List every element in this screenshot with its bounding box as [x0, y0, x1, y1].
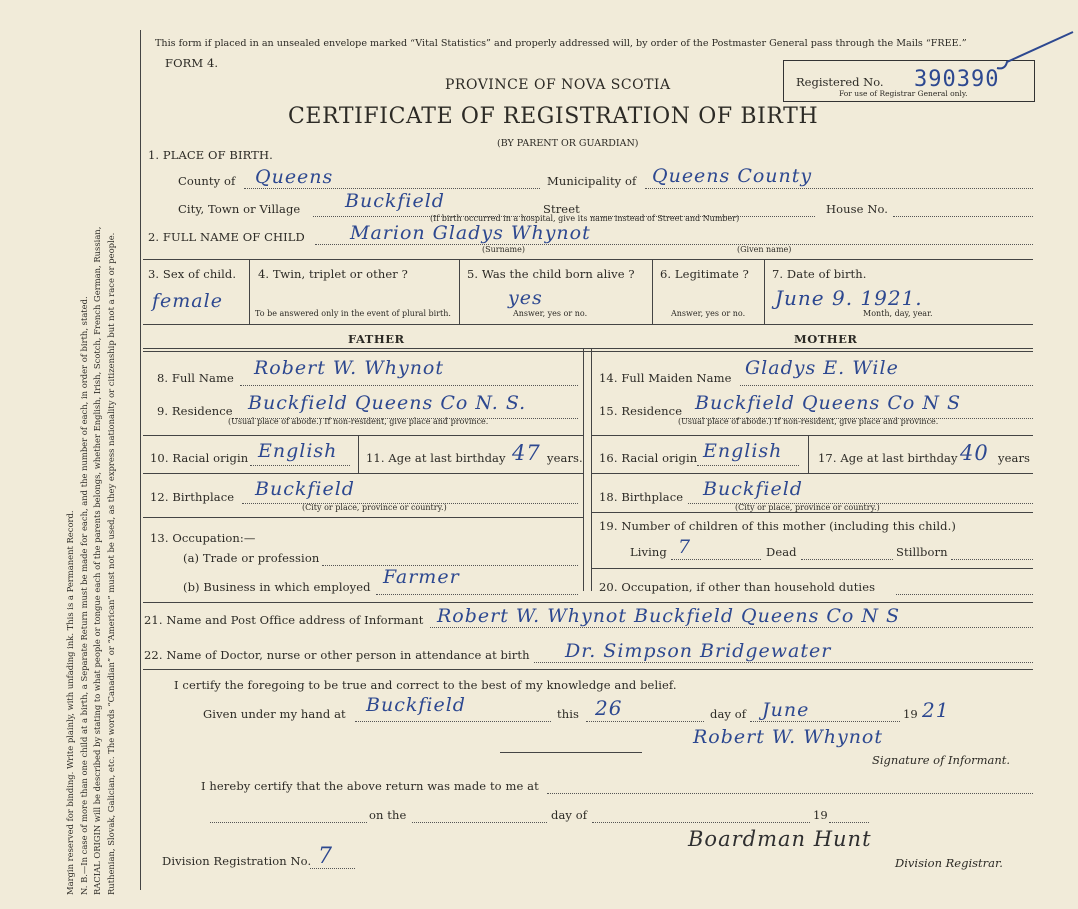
- rule: [249, 259, 250, 324]
- house-label: House No.: [826, 202, 889, 216]
- mother-age-value: 40: [960, 441, 989, 465]
- father-occupation-label: 13. Occupation:—: [150, 531, 256, 545]
- mother-birthplace-label: 18. Birthplace: [599, 490, 684, 504]
- margin-rule: [140, 30, 141, 890]
- given-name-note: (Given name): [737, 245, 792, 254]
- mother-name-label: 14. Full Maiden Name: [599, 371, 732, 385]
- day-line: [586, 721, 704, 722]
- rule: [143, 259, 1033, 260]
- given-place-value: Buckfield: [366, 694, 466, 716]
- registrar-caption: Division Registrar.: [895, 856, 1003, 870]
- signature-caption: Signature of Informant.: [872, 753, 1011, 767]
- mother-birthplace-note: (City or place, province or country.): [735, 503, 880, 512]
- twin-note: To be answered only in the event of plural birth.: [255, 309, 451, 318]
- mother-racial-value: English: [703, 440, 783, 462]
- rule: [143, 669, 1033, 670]
- rule: [808, 435, 809, 473]
- dead-line: [801, 559, 893, 560]
- father-years-label: years.: [547, 451, 583, 465]
- mother-residence-note: (Usual place of abode.) If non-resident, give place and province.: [678, 417, 939, 426]
- mother-occupation-line: [896, 594, 1033, 595]
- rule: [143, 324, 1033, 325]
- doctor-line: [534, 662, 1033, 663]
- county-value: Queens: [255, 166, 334, 188]
- registered-number: 390390: [914, 67, 1000, 92]
- father-birthplace-note: (City or place, province or country.): [302, 503, 447, 512]
- rule: [143, 602, 1033, 603]
- municipality-label: Municipality of: [547, 174, 637, 188]
- father-name-label: 8. Full Name: [157, 371, 234, 385]
- surname-note: (Surname): [482, 245, 525, 254]
- legitimate-label: 6. Legitimate ?: [660, 267, 749, 281]
- born-alive-label: 5. Was the child born alive ?: [467, 267, 635, 281]
- rule: [591, 568, 1033, 569]
- registrar-day-line: [412, 822, 547, 823]
- father-residence-value: Buckfield Queens Co N. S.: [248, 392, 527, 414]
- mother-residence-label: 15. Residence: [599, 404, 683, 418]
- rule: [583, 348, 584, 591]
- rule: [143, 435, 583, 436]
- registrar-place-line: [547, 793, 1033, 794]
- street-label: Street: [543, 202, 580, 216]
- rule: [591, 512, 1033, 513]
- father-name-value: Robert W. Whynot: [254, 357, 445, 379]
- legitimate-note: Answer, yes or no.: [671, 309, 746, 318]
- margin-note: Margin reserved for binding. Write plainly, with unfading ink. This is a Permanent Record.: [65, 510, 75, 895]
- informant-signature: Robert W. Whynot: [693, 726, 884, 748]
- margin-notes: [64, 227, 118, 895]
- check-mark-icon: [995, 28, 1075, 78]
- place-of-birth-label: 1. PLACE OF BIRTH.: [148, 148, 273, 162]
- mother-residence-value: Buckfield Queens Co N S: [695, 392, 962, 414]
- given-place-line: [355, 721, 551, 722]
- children-count-label: 19. Number of children of this mother (including this child.): [599, 519, 956, 533]
- father-age-value: 47: [512, 441, 541, 465]
- certify-statement: I certify the foregoing to be true and correct to the best of my knowledge and belief.: [174, 678, 677, 692]
- subtitle: (BY PARENT OR GUARDIAN): [497, 138, 639, 149]
- given-under-hand-label: Given under my hand at: [203, 707, 346, 721]
- registrar-note: For use of Registrar General only.: [839, 89, 968, 98]
- date-of-birth-note: Month, day, year.: [863, 309, 933, 318]
- mail-note: This form if placed in an unsealed envelope marked “Vital Statistics” and properly addressed will, by order of the Postmaster General pass through the Mails “FREE.”: [155, 38, 967, 49]
- stillborn-label: Stillborn: [896, 545, 948, 559]
- father-heading: FATHER: [348, 332, 405, 346]
- rule: [652, 259, 653, 324]
- born-alive-value: yes: [508, 287, 543, 309]
- registrar-month-line: [592, 822, 810, 823]
- registered-label: Registered No.: [796, 75, 884, 89]
- registrar-signature: Boardman Hunt: [688, 827, 872, 851]
- father-residence-label: 9. Residence: [157, 404, 233, 418]
- house-line: [893, 216, 1033, 217]
- margin-note: Ruthenian, Slovak, Galician, etc. The words “Canadian” or “American” must not be used, as they express nationality or citizenship but not a race or people.: [105, 232, 116, 895]
- date-of-birth-value: June 9. 1921.: [775, 286, 923, 310]
- informant-line: [430, 627, 1033, 628]
- page-title: CERTIFICATE OF REGISTRATION OF BIRTH: [288, 104, 819, 129]
- rule: [764, 259, 765, 324]
- county-label: County of: [178, 174, 236, 188]
- day-of-label: day of: [710, 707, 747, 721]
- living-label: Living: [630, 545, 667, 559]
- father-racial-label: 10. Racial origin: [150, 451, 249, 465]
- mother-heading: MOTHER: [794, 332, 858, 346]
- child-name-value: Marion Gladys Whynot: [350, 222, 591, 244]
- registrar-day-of-label: day of: [551, 808, 588, 822]
- province-heading: PROVINCE OF NOVA SCOTIA: [445, 77, 671, 93]
- day-value: 26: [595, 696, 623, 720]
- living-line: [671, 559, 761, 560]
- this-label: this: [557, 707, 580, 721]
- registrar-year-prefix: 19: [813, 808, 828, 822]
- rule: [143, 351, 1033, 352]
- sex-value: female: [152, 290, 223, 312]
- doctor-label: 22. Name of Doctor, nurse or other person in attendance at birth: [144, 648, 530, 662]
- registrar-year-line: [829, 822, 869, 823]
- mother-racial-label: 16. Racial origin: [599, 451, 698, 465]
- rule: [143, 348, 1033, 349]
- father-racial-value: English: [258, 440, 338, 462]
- father-racial-line: [250, 465, 350, 466]
- living-value: 7: [678, 536, 692, 558]
- municipality-value: Queens County: [652, 165, 813, 187]
- rule: [591, 435, 1033, 436]
- form-number: FORM 4.: [165, 56, 219, 70]
- informant-value: Robert W. Whynot Buckfield Queens Co N S: [437, 605, 901, 627]
- father-residence-note: (Usual place of abode.) If non-resident, give place and province.: [228, 417, 489, 426]
- business-label: (b) Business in which employed: [183, 580, 371, 594]
- child-name-label: 2. FULL NAME OF CHILD: [148, 230, 305, 244]
- registrar-statement: I hereby certify that the above return was made to me at: [201, 779, 539, 793]
- mother-name-value: Gladys E. Wile: [745, 357, 899, 379]
- doctor-value: Dr. Simpson Bridgewater: [565, 640, 832, 662]
- child-name-line: [315, 244, 1033, 245]
- city-value: Buckfield: [345, 190, 445, 212]
- business-line: [376, 594, 578, 595]
- rule: [591, 348, 592, 591]
- rule: [459, 259, 460, 324]
- rule: [358, 435, 359, 473]
- street-note: (If birth occurred in a hospital, give its name instead of Street and Number): [430, 214, 740, 223]
- year-value: 21: [922, 698, 950, 722]
- rule: [143, 517, 583, 518]
- margin-note: RACIAL ORIGIN will be described by stating to what people or tongue each of the parents belongs, whether English, Irish, Scotch, French German, Russian,: [92, 226, 102, 895]
- division-label: Division Registration No.: [162, 854, 312, 868]
- registrar-line: [210, 822, 367, 823]
- mother-age-label: 17. Age at last birthday: [818, 451, 958, 465]
- municipality-line: [645, 188, 1033, 189]
- rule: [591, 473, 1033, 474]
- dead-label: Dead: [766, 545, 797, 559]
- county-line: [244, 188, 540, 189]
- mother-years-label: years: [998, 451, 1031, 465]
- born-alive-note: Answer, yes or no.: [513, 309, 588, 318]
- rule: [500, 752, 642, 753]
- trade-label: (a) Trade or profession: [183, 551, 320, 565]
- on-the-label: on the: [369, 808, 407, 822]
- father-age-label: 11. Age at last birthday: [366, 451, 506, 465]
- stillborn-line: [951, 559, 1033, 560]
- informant-label: 21. Name and Post Office address of Informant: [144, 613, 424, 627]
- father-name-line: [240, 385, 578, 386]
- mother-name-line: [740, 385, 1033, 386]
- mother-birthplace-value: Buckfield: [703, 478, 803, 500]
- month-value: June: [762, 699, 810, 721]
- rule: [143, 473, 583, 474]
- twin-label: 4. Twin, triplet or other ?: [258, 267, 408, 281]
- sex-label: 3. Sex of child.: [148, 267, 237, 281]
- father-birthplace-value: Buckfield: [255, 478, 355, 500]
- date-of-birth-label: 7. Date of birth.: [772, 267, 867, 281]
- business-value: Farmer: [383, 566, 460, 588]
- father-birthplace-label: 12. Birthplace: [150, 490, 235, 504]
- mother-occupation-label: 20. Occupation, if other than household duties: [599, 580, 876, 594]
- division-number: 7: [318, 844, 333, 869]
- month-line: [750, 721, 900, 722]
- mother-racial-line: [697, 465, 799, 466]
- margin-note: N. B.—In case of more than one child at a birth, a Separate Return must be made for each, and the number of each, in order of birth, stated.: [78, 296, 89, 895]
- year-prefix: 19: [903, 707, 918, 721]
- city-label: City, Town or Village: [178, 202, 301, 216]
